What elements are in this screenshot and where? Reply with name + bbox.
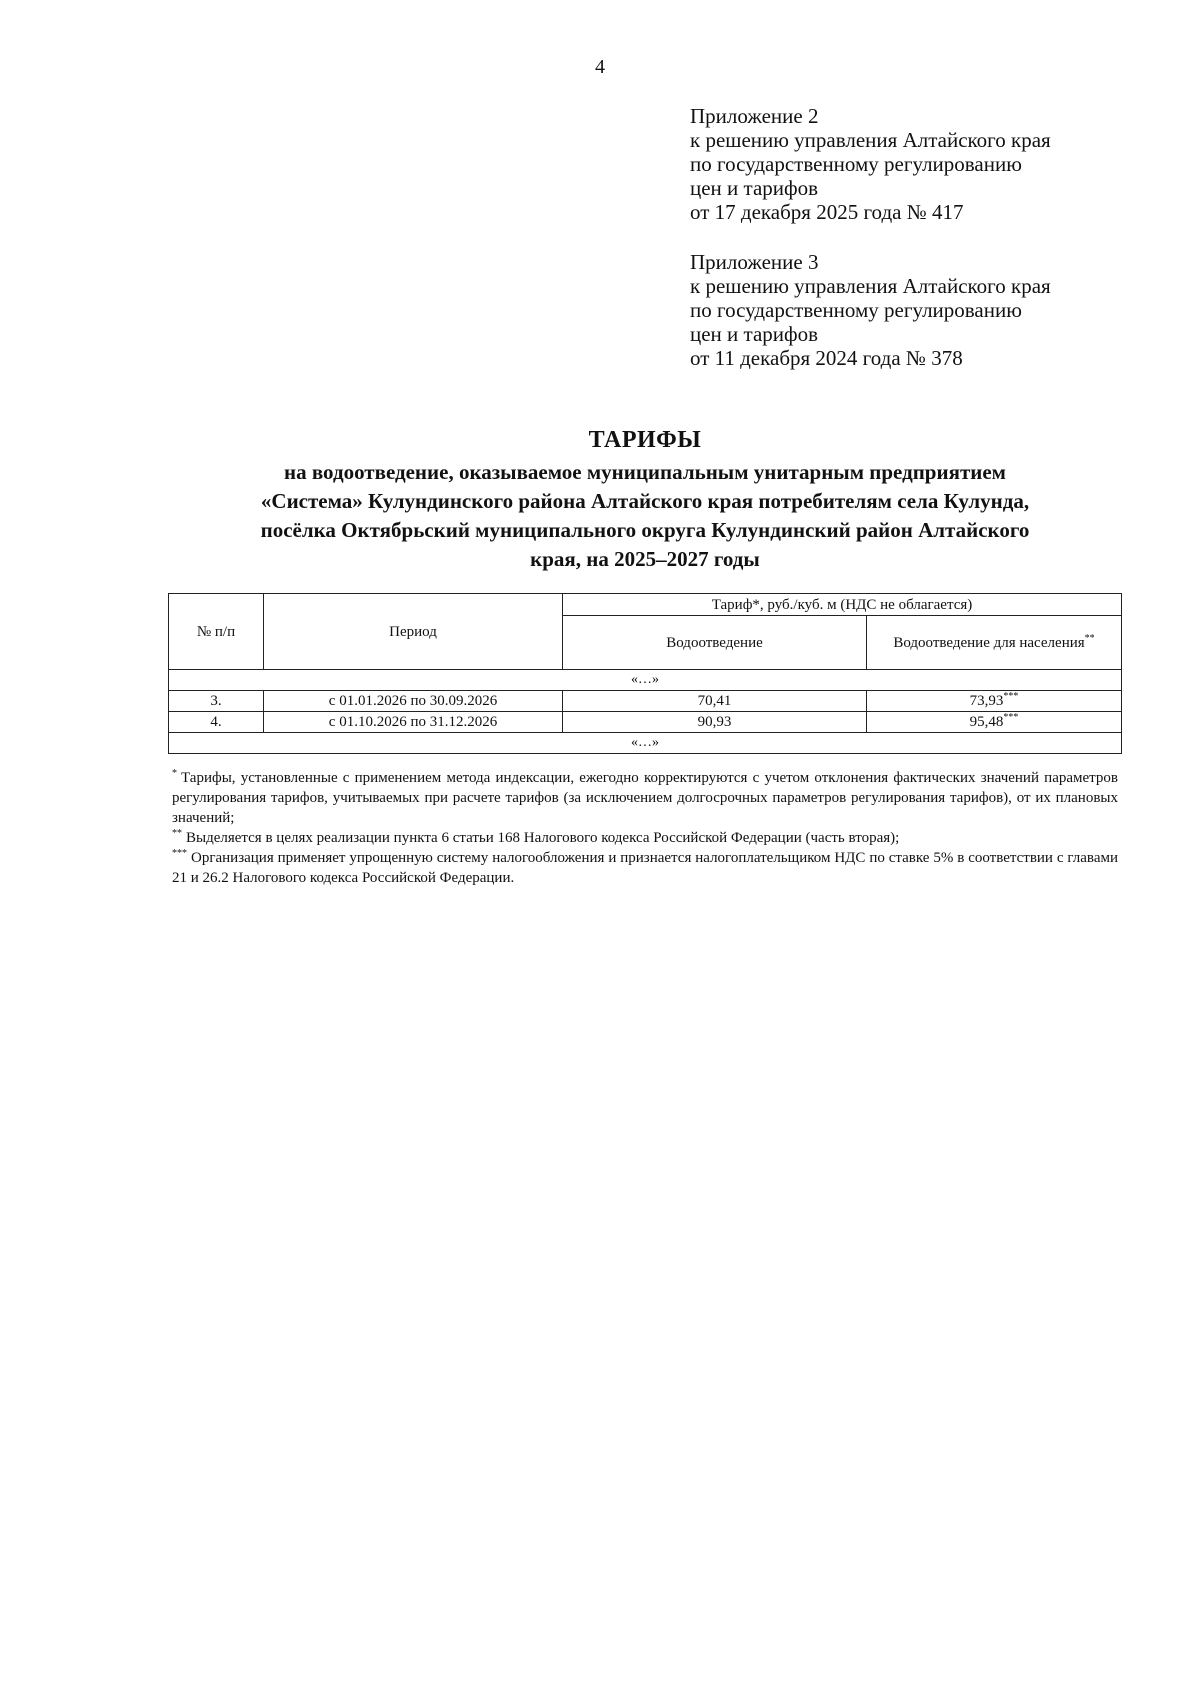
header-period: Период	[264, 594, 563, 670]
header-wastewater-population	[867, 616, 1122, 670]
footnote	[172, 828, 1118, 848]
cell-value: 95,48	[969, 714, 1004, 730]
subtitle-line: края, на 2025–2027 годы	[530, 547, 760, 571]
annex-3-line: к решению управления Алтайского края	[690, 274, 1051, 298]
annex-2-header	[690, 104, 1150, 224]
footnote-text: Организация применяет упрощенную систему налогообложения и признается налогоплательщиком НДС по ставке 5% в соответствии с главами 21 и 26.2 Налогового кодекса Российской Федерации.	[172, 850, 1118, 886]
table-ellipsis-row	[169, 670, 1122, 691]
cell-period: с 01.10.2026 по 31.12.2026	[264, 712, 563, 733]
document-title	[150, 425, 1140, 574]
cell-wastewater-population	[867, 691, 1122, 712]
annex-3-header	[690, 250, 1150, 370]
title-subtitle	[150, 458, 1140, 574]
annex-3-line: по государственному регулированию	[690, 298, 1022, 322]
footnote-mark: **	[1084, 632, 1095, 644]
table-row	[169, 691, 1122, 712]
cell-num: 4.	[169, 712, 264, 733]
header-wastewater-population-label: Водоотведение для населения	[893, 634, 1085, 651]
title-main: ТАРИФЫ	[588, 427, 702, 453]
footnote-mark: ***	[1003, 691, 1019, 702]
footnote	[172, 848, 1118, 888]
footnote-mark: **	[172, 828, 182, 839]
tariff-table	[168, 593, 1122, 754]
cell-value: 73,93	[969, 693, 1004, 709]
table-header-row	[169, 594, 1122, 616]
subtitle-line: «Система» Кулундинского района Алтайского края потребителям села Кулунда,	[260, 489, 1030, 513]
annex-3-line: цен и тарифов	[690, 322, 819, 346]
footnotes	[172, 768, 1118, 888]
annex-3-line: Приложение 3	[690, 250, 819, 274]
cell-period: с 01.01.2026 по 30.09.2026	[264, 691, 563, 712]
ellipsis-cell: «…»	[169, 670, 1122, 691]
subtitle-line: посёлка Октябрьский муниципального округа Кулундинский район Алтайского	[260, 518, 1030, 542]
subtitle-line: на водоотведение, оказываемое муниципальным унитарным предприятием	[284, 460, 1006, 484]
cell-num: 3.	[169, 691, 264, 712]
footnote-text: Тарифы, установленные с применением метода индексации, ежегодно корректируются с учетом отклонения фактических значений параметров регулирования тарифов, учитываемых при расчете тарифов (за исключением долгосрочных параметров регулирования тарифов), от их плановых значений;	[172, 770, 1118, 826]
ellipsis-cell: «…»	[169, 733, 1122, 754]
cell-wastewater: 90,93	[563, 712, 867, 733]
table-row	[169, 712, 1122, 733]
footnote-text: Выделяется в целях реализации пункта 6 статьи 168 Налогового кодекса Российской Федерации (часть вторая);	[186, 830, 900, 846]
header-num: № п/п	[169, 594, 264, 670]
header-tariff-group: Тариф*, руб./куб. м (НДС не облагается)	[563, 594, 1122, 616]
table-ellipsis-row	[169, 733, 1122, 754]
annex-2-line: по государственному регулированию	[690, 152, 1022, 176]
annex-2-line: Приложение 2	[690, 104, 819, 128]
annex-2-line: цен и тарифов	[690, 176, 819, 200]
footnote-mark: ***	[1003, 712, 1019, 723]
cell-wastewater-population	[867, 712, 1122, 733]
annex-2-line: от 17 декабря 2025 года № 417	[690, 200, 964, 224]
header-wastewater: Водоотведение	[563, 616, 867, 670]
footnote-mark: ***	[172, 848, 187, 859]
footnote-mark: *	[172, 768, 177, 779]
annex-3-line: от 11 декабря 2024 года № 378	[690, 346, 963, 370]
page-number: 4	[595, 56, 605, 78]
annex-2-line: к решению управления Алтайского края	[690, 128, 1051, 152]
cell-wastewater: 70,41	[563, 691, 867, 712]
footnote	[172, 768, 1118, 828]
